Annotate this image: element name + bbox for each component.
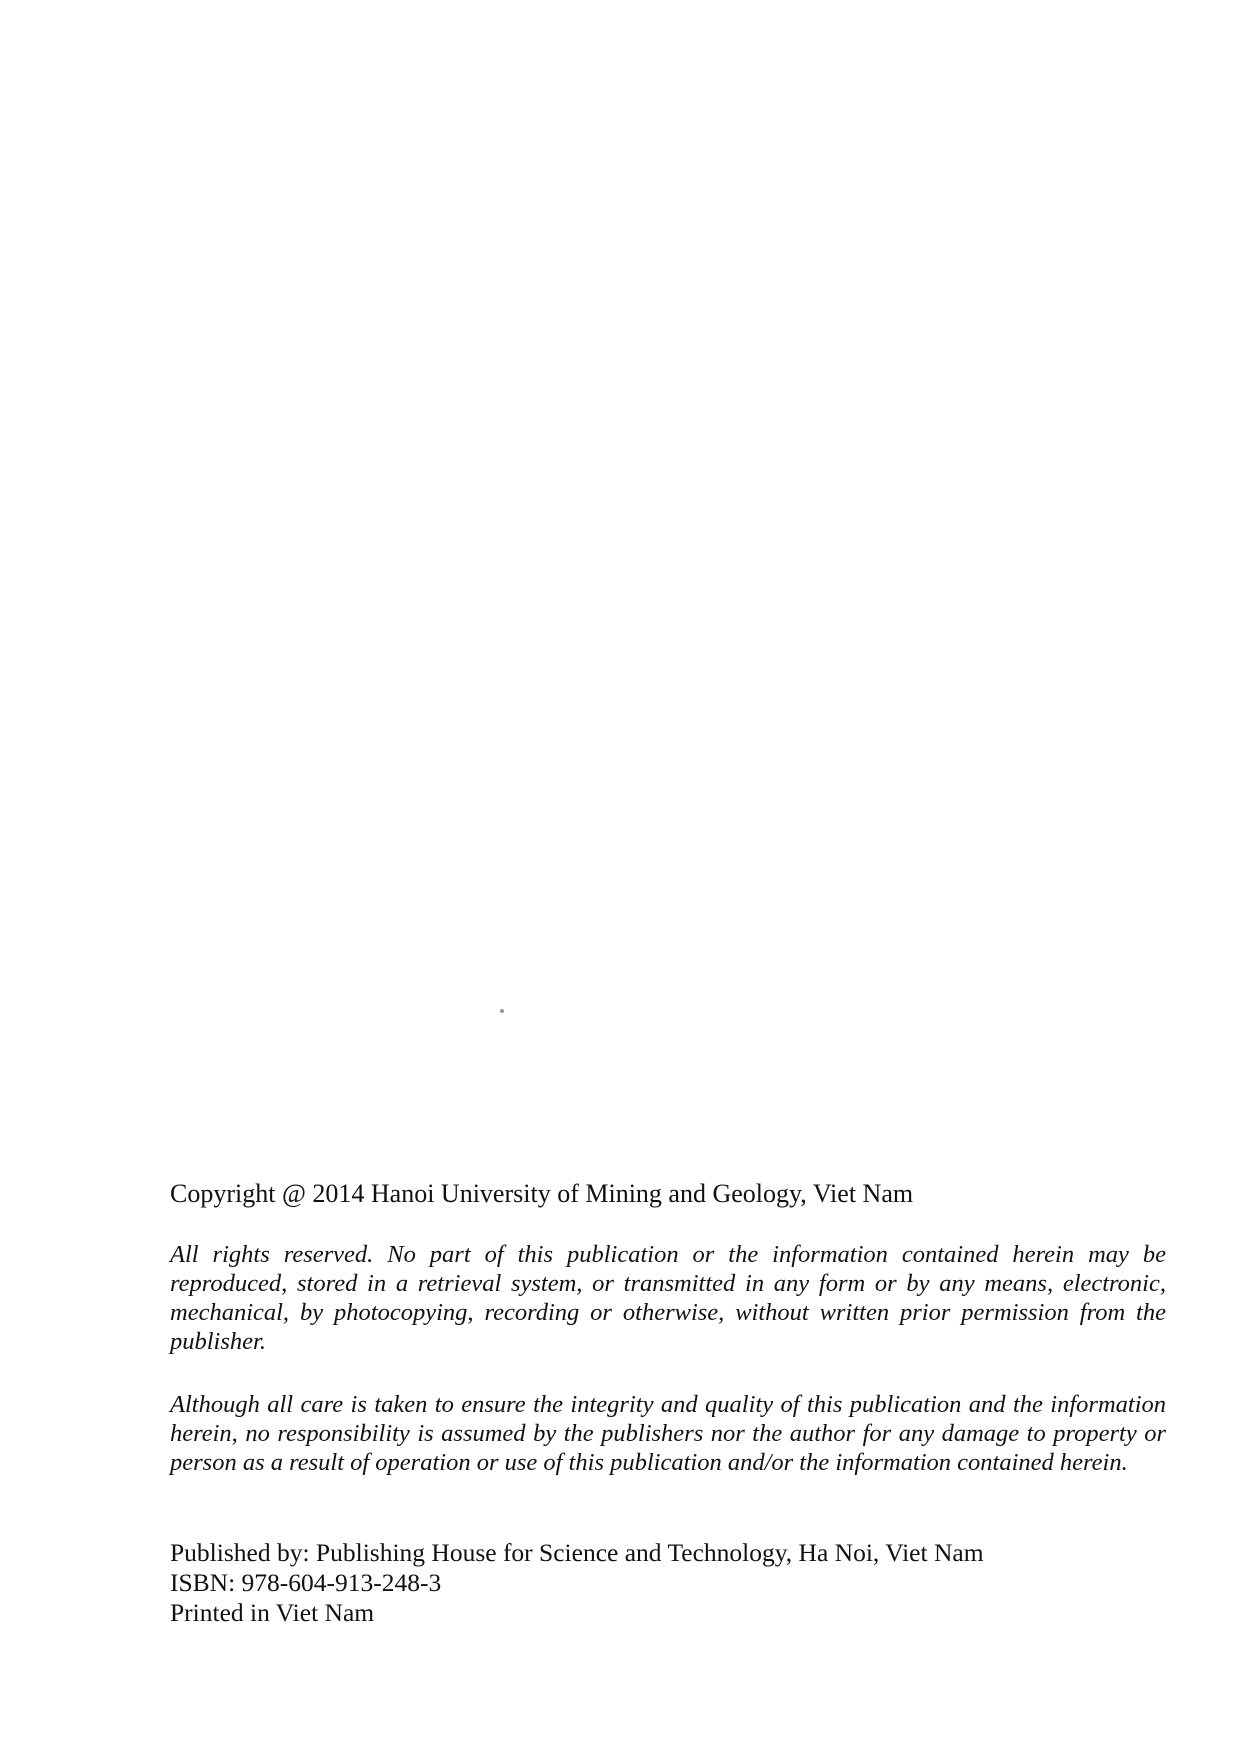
isbn-line: ISBN: 978-604-913-248-3 xyxy=(170,1568,442,1597)
publisher-line: Published by: Publishing House for Science and Technology, Ha Noi, Viet Nam xyxy=(170,1538,984,1567)
publication-info xyxy=(170,1538,1166,1628)
scan-speck xyxy=(500,1009,504,1013)
rights-reserved-notice: All rights reserved. No part of this publication or the information contained herein may be reproduced, stored in a retrieval system, or transmitted in any form or by any means, electronic, mechanical, by photocopying, recording or otherwise, without written prior permission from the publisher. xyxy=(170,1241,1166,1355)
printed-in-line: Printed in Viet Nam xyxy=(170,1598,375,1627)
liability-disclaimer: Although all care is taken to ensure the integrity and quality of this publication and the information herein, no responsibility is assumed by the publishers nor the author for any damage to property or person as a result of operation or use of this publication and/or the information contained herein. xyxy=(170,1391,1166,1476)
copyright-line: Copyright @ 2014 Hanoi University of Mining and Geology, Viet Nam xyxy=(170,1179,914,1208)
